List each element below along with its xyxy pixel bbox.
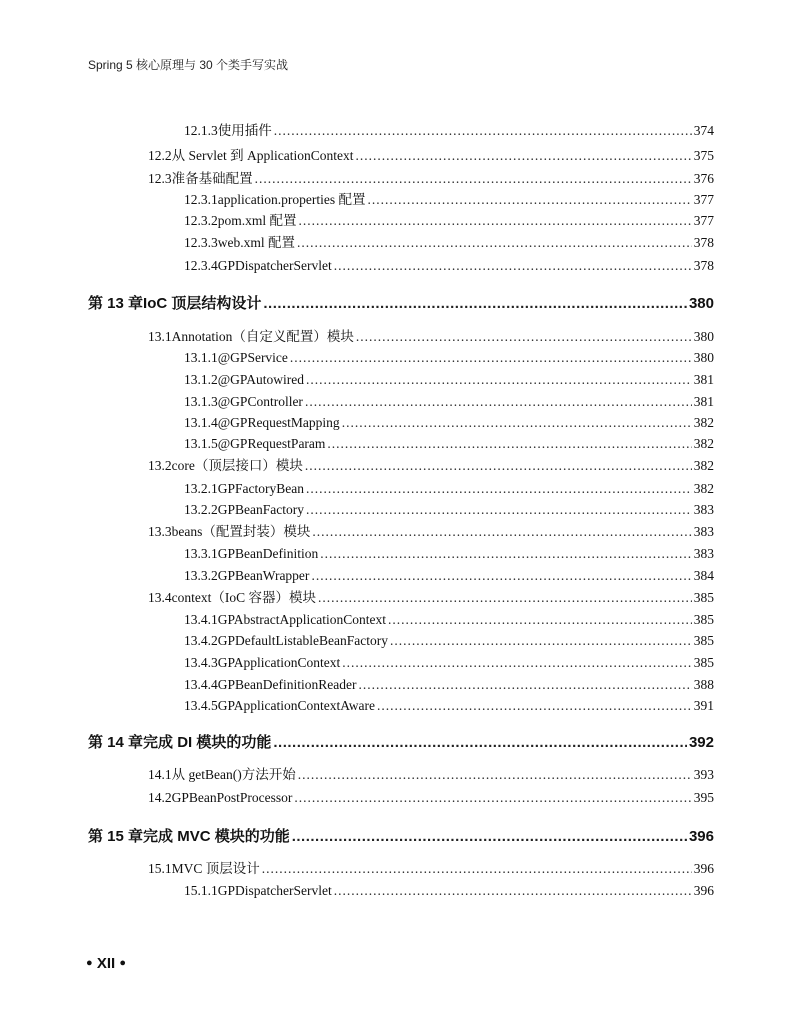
page-number [86,955,126,972]
toc-subsection-entry [184,567,714,585]
toc-entry-title: @GPService [217,350,288,365]
toc-entry-number: 12.3 [148,171,172,186]
toc-leader-dots [377,697,692,715]
toc-entry-page: 396 [693,861,714,876]
toc-entry-number: 第 14 章 [88,734,144,751]
toc-subsection-entry [184,212,714,230]
toc-entry-title: 准备基础配置 [171,171,253,186]
toc-entry-title: 从 Servlet 到 ApplicationContext [171,148,354,163]
toc-leader-dots [342,414,692,432]
toc-leader-dots [358,676,691,694]
toc-leader-dots [305,393,692,411]
toc-entry-page: 380 [688,295,714,312]
running-title: Spring 5 核心原理与 30 个类手写实战 [88,58,289,72]
toc-leader-dots [320,545,692,563]
toc-entry-title: GPDispatcherServlet [217,883,332,898]
toc-leader-dots [263,294,687,314]
toc-entry-title: GPBeanDefinitionReader [217,677,357,692]
toc-entry-title: GPApplicationContextAware [217,698,375,713]
toc-subsection-entry [184,480,714,498]
toc-entry-title: Annotation（自定义配置）模块 [171,329,354,344]
toc-leader-dots [306,480,692,498]
toc-entry-page: 374 [693,123,714,138]
toc-entry-title: GPDefaultListableBeanFactory [217,633,388,648]
toc-leader-dots [390,632,692,650]
toc-entry-number: 15.1 [148,861,172,876]
toc-entry-number: 13.4 [148,590,172,605]
toc-section-entry [148,789,714,807]
toc-chapter-entry [88,733,714,753]
page-number-label: XII [96,955,116,972]
toc-entry-page: 380 [693,329,714,344]
toc-entry-title: context（IoC 容器）模块 [171,590,316,605]
toc-entry-title: @GPController [217,394,303,409]
toc-section-entry [148,147,714,165]
toc-entry-page: 396 [688,828,714,845]
toc-entry-page: 382 [693,458,714,473]
toc-entry-title: web.xml 配置 [217,235,295,250]
toc-subsection-entry [184,435,714,453]
toc-leader-dots [262,860,692,878]
toc-leader-dots [334,257,692,275]
toc-entry-number: 第 13 章 [88,295,144,312]
toc-entry-page: 382 [693,415,714,430]
toc-leader-dots [318,589,692,607]
toc-entry-number: 13.1.1 [184,350,218,365]
toc-subsection-entry [184,545,714,563]
toc-entry-page: 396 [693,883,714,898]
toc-subsection-entry [184,676,714,694]
toc-entry-page: 377 [693,213,714,228]
toc-entry-title: GPApplicationContext [217,655,341,670]
toc-entry-number: 13.4.1 [184,612,218,627]
toc-entry-title: GPBeanFactory [217,502,304,517]
toc-entry-number: 13.1.3 [184,394,218,409]
toc-entry-number: 12.3.2 [184,213,218,228]
toc-entry-number: 14.1 [148,767,172,782]
toc-entry-title: application.properties 配置 [217,192,366,207]
toc-entry-page: 381 [693,394,714,409]
toc-section-entry [148,328,714,346]
toc-entry-page: 385 [693,655,714,670]
toc-subsection-entry [184,501,714,519]
toc-subsection-entry [184,414,714,432]
toc-entry-number: 14.2 [148,790,172,805]
toc-entry-page: 377 [693,192,714,207]
toc-leader-dots [255,170,692,188]
toc-leader-dots [355,147,691,165]
toc-entry-page: 382 [693,436,714,451]
toc-entry-title: 完成 MVC 模块的功能 [143,828,290,845]
toc-entry-title: IoC 顶层结构设计 [143,295,262,312]
toc-entry-title: pom.xml 配置 [217,213,297,228]
toc-subsection-entry [184,234,714,252]
toc-entry-title: core（顶层接口）模块 [171,458,303,473]
toc-entry-number: 13.3.2 [184,568,218,583]
toc-entry-number: 13.3.1 [184,546,218,561]
toc-entry-number: 13.4.3 [184,655,218,670]
toc-subsection-entry [184,349,714,367]
toc-leader-dots [294,789,691,807]
toc-entry-title: @GPRequestMapping [217,415,340,430]
toc-entry-title: @GPRequestParam [217,436,326,451]
toc-entry-title: beans（配置封装）模块 [171,524,311,539]
toc-subsection-entry [184,393,714,411]
toc-entry-page: 383 [693,524,714,539]
toc-entry-number: 15.1.1 [184,883,218,898]
toc-entry-title: GPFactoryBean [217,481,304,496]
toc-entry-number: 13.1.4 [184,415,218,430]
toc-entry-number: 12.3.4 [184,258,218,273]
toc-entry-title: GPBeanDefinition [217,546,319,561]
toc-section-entry [148,523,714,541]
toc-entry-number: 13.1.2 [184,372,218,387]
toc-leader-dots [290,349,692,367]
toc-leader-dots [388,611,692,629]
bullet-icon: ● [119,957,126,969]
toc-leader-dots [356,328,692,346]
toc-leader-dots [311,567,691,585]
toc-entry-page: 382 [693,481,714,496]
toc-entry-page: 383 [693,546,714,561]
toc-entry-page: 383 [693,502,714,517]
toc-entry-title: GPBeanPostProcessor [171,790,293,805]
toc-entry-title: GPBeanWrapper [217,568,310,583]
toc-leader-dots [342,654,691,672]
toc-leader-dots [367,191,691,209]
toc-entry-number: 13.4.2 [184,633,218,648]
toc-section-entry [148,860,714,878]
toc-leader-dots [306,371,692,389]
toc-entry-number: 13.4.5 [184,698,218,713]
toc-entry-page: 385 [693,590,714,605]
toc-entry-number: 13.3 [148,524,172,539]
toc-entry-number: 13.2 [148,458,172,473]
toc-entry-title: GPDispatcherServlet [217,258,332,273]
toc-entry-title: 使用插件 [217,123,272,138]
toc-entry-page: 380 [693,350,714,365]
toc-leader-dots [292,827,687,847]
toc-subsection-entry [184,654,714,672]
toc-entry-title: 从 getBean()方法开始 [171,767,296,782]
toc-subsection-entry [184,371,714,389]
toc-leader-dots [299,212,692,230]
toc-subsection-entry [184,697,714,715]
toc-entry-number: 13.2.1 [184,481,218,496]
toc-leader-dots [297,234,692,252]
toc-leader-dots [327,435,691,453]
toc-entry-title: MVC 顶层设计 [171,861,260,876]
toc-entry-number: 13.1.5 [184,436,218,451]
toc-section-entry [148,766,714,784]
toc-leader-dots [306,501,692,519]
toc-subsection-entry [184,191,714,209]
toc-entry-title: 完成 DI 模块的功能 [143,734,272,751]
toc-entry-page: 393 [693,767,714,782]
toc-entry-number: 12.3.3 [184,235,218,250]
toc-entry-number: 12.1.3 [184,123,218,138]
toc-subsection-entry [184,122,714,140]
toc-entry-page: 381 [693,372,714,387]
toc-entry-number: 13.2.2 [184,502,218,517]
toc-entry-page: 388 [693,677,714,692]
toc-leader-dots [273,733,687,753]
toc-leader-dots [274,122,692,140]
toc-entry-page: 392 [688,734,714,751]
toc-entry-title: @GPAutowired [217,372,304,387]
toc-entry-page: 385 [693,612,714,627]
toc-entry-page: 384 [693,568,714,583]
toc-leader-dots [312,523,691,541]
toc-leader-dots [334,882,692,900]
toc-subsection-entry [184,611,714,629]
toc-entry-title: GPAbstractApplicationContext [217,612,386,627]
toc-entry-page: 395 [693,790,714,805]
toc-entry-page: 376 [693,171,714,186]
toc-leader-dots [298,766,692,784]
bullet-icon: ● [86,957,93,969]
toc-entry-number: 第 15 章 [88,828,144,845]
toc-section-entry [148,457,714,475]
toc-entry-page: 378 [693,235,714,250]
toc-entry-number: 13.4.4 [184,677,218,692]
toc-leader-dots [305,457,692,475]
toc-entry-number: 13.1 [148,329,172,344]
toc-section-entry [148,170,714,188]
toc-subsection-entry [184,257,714,275]
toc-entry-page: 375 [693,148,714,163]
toc-entry-number: 12.2 [148,148,172,163]
toc-subsection-entry [184,882,714,900]
toc-entry-page: 391 [693,698,714,713]
toc-entry-page: 378 [693,258,714,273]
toc-entry-number: 12.3.1 [184,192,218,207]
toc-subsection-entry [184,632,714,650]
toc-chapter-entry [88,294,714,314]
toc-entry-page: 385 [693,633,714,648]
toc-section-entry [148,589,714,607]
toc-chapter-entry [88,827,714,847]
